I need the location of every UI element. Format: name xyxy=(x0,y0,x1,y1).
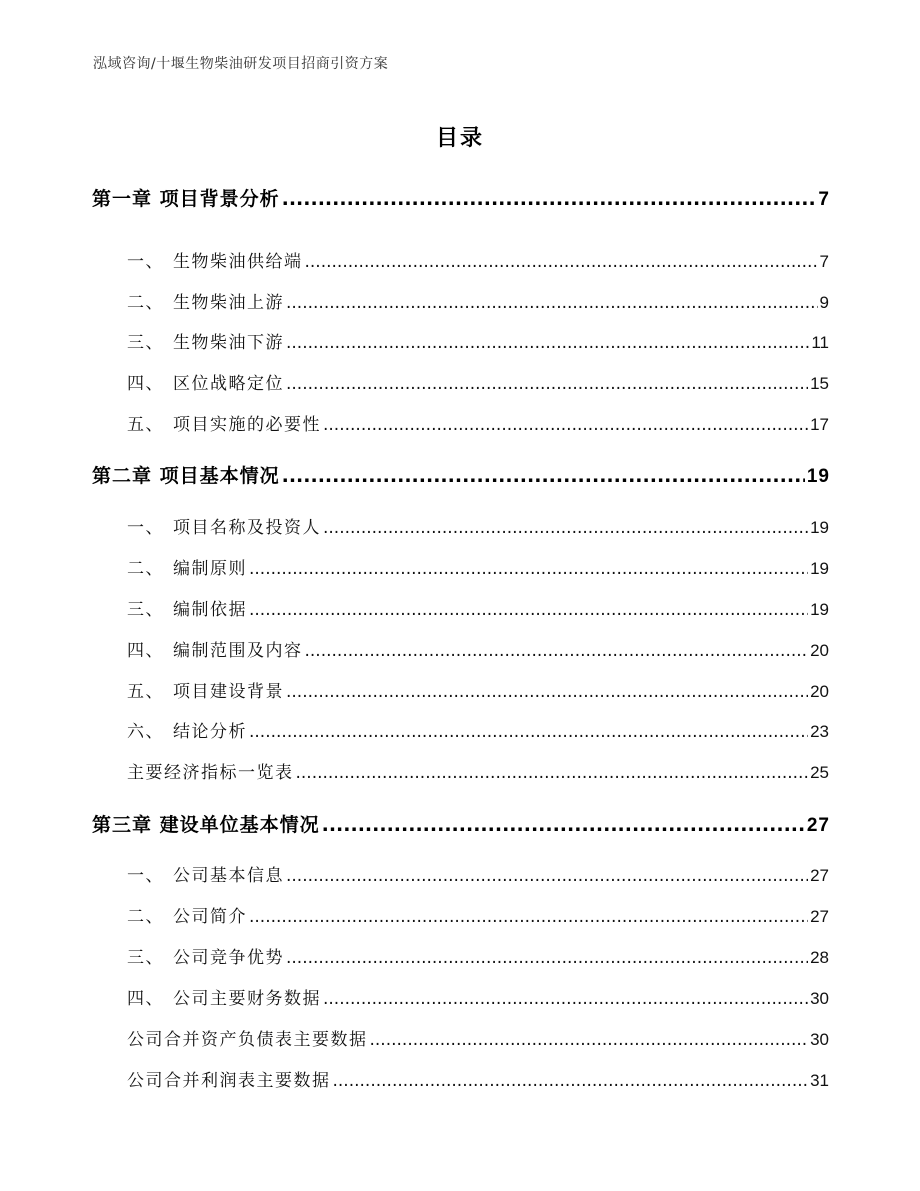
toc-entry-label: 第一章 项目背景分析 xyxy=(92,188,280,210)
toc-entry-label xyxy=(127,513,321,538)
toc-leader-dots xyxy=(286,293,818,313)
toc-entry-text: 编制依据 xyxy=(173,600,247,620)
toc-leader-dots xyxy=(323,518,808,538)
toc-entry-text: 生物柴油供给端 xyxy=(173,252,303,272)
toc-section-2-table[interactable] xyxy=(127,758,829,783)
toc-entry-label xyxy=(127,247,303,272)
toc-entry-number: 四、 xyxy=(127,374,164,394)
toc-section-3-table-2[interactable] xyxy=(127,1066,829,1091)
page-header: 泓域咨询/十堰生物柴油研发项目招商引资方案 xyxy=(93,56,389,72)
toc-leader-dots xyxy=(323,415,808,435)
toc-entry-number: 二、 xyxy=(127,293,164,313)
toc-entry-number: 四、 xyxy=(127,641,164,661)
toc-leader-dots xyxy=(286,374,808,394)
toc-entry-text: 编制范围及内容 xyxy=(173,641,303,661)
toc-entry-number: 五、 xyxy=(127,415,164,435)
toc-page-number: 23 xyxy=(810,722,829,741)
toc-section-3-4[interactable] xyxy=(127,984,829,1009)
toc-entry-label xyxy=(127,677,284,702)
toc-entry-text: 公司合并资产负债表主要数据 xyxy=(127,1030,368,1050)
toc-leader-dots xyxy=(282,465,805,487)
toc-section-1-3[interactable] xyxy=(127,328,829,353)
toc-page-number: 20 xyxy=(810,641,829,660)
toc-section-3-1[interactable] xyxy=(127,861,829,886)
toc-page-number: 19 xyxy=(810,600,829,619)
toc-entry-label: 第三章 建设单位基本情况 xyxy=(92,814,320,836)
toc-page-number: 19 xyxy=(806,466,830,487)
toc-entry-text: 结论分析 xyxy=(173,722,247,742)
toc-entry-number: 六、 xyxy=(127,722,164,742)
toc-section-2-5[interactable] xyxy=(127,677,829,702)
toc-leader-dots xyxy=(286,333,809,353)
toc-leader-dots xyxy=(323,989,808,1009)
toc-entry-text: 公司竞争优势 xyxy=(173,948,284,968)
toc-entry-number: 三、 xyxy=(127,600,164,620)
toc-entry-number: 二、 xyxy=(127,559,164,579)
toc-section-1-2[interactable] xyxy=(127,288,829,313)
toc-entry-label xyxy=(127,902,247,927)
toc-entry-text: 生物柴油上游 xyxy=(173,293,284,313)
toc-entry-label xyxy=(127,288,284,313)
toc-page-number: 7 xyxy=(818,189,830,210)
toc-leader-dots xyxy=(286,948,808,968)
toc-page-number: 28 xyxy=(810,948,829,967)
toc-entry-text: 主要经济指标一览表 xyxy=(127,763,294,783)
toc-entry-text: 公司合并利润表主要数据 xyxy=(127,1071,331,1091)
page-title: 目录 xyxy=(435,126,484,151)
toc-entry-text: 公司主要财务数据 xyxy=(173,989,321,1009)
toc-section-1-4[interactable] xyxy=(127,369,829,394)
toc-entry-text: 编制原则 xyxy=(173,559,247,579)
toc-entry-label xyxy=(127,1025,368,1050)
toc-page-number: 31 xyxy=(810,1071,829,1090)
toc-section-3-2[interactable] xyxy=(127,902,829,927)
toc-entry-label xyxy=(127,1066,331,1091)
toc-entry-label xyxy=(127,369,284,394)
toc-page-number: 9 xyxy=(819,293,829,312)
toc-entry-label xyxy=(127,636,303,661)
toc-entry-text: 区位战略定位 xyxy=(173,374,284,394)
toc-leader-dots xyxy=(370,1030,809,1050)
toc-page-number: 7 xyxy=(819,252,829,271)
toc-entry-number: 五、 xyxy=(127,682,164,702)
toc-entry-label xyxy=(127,717,247,742)
toc-leader-dots xyxy=(322,814,805,836)
toc-page-number: 30 xyxy=(810,1030,829,1049)
toc-leader-dots xyxy=(249,722,808,742)
toc-entry-text: 生物柴油下游 xyxy=(173,333,284,353)
toc-entry-number: 三、 xyxy=(127,333,164,353)
toc-section-3-table-1[interactable] xyxy=(127,1025,829,1050)
toc-leader-dots xyxy=(249,600,808,620)
toc-section-2-2[interactable] xyxy=(127,554,829,579)
toc-page-number: 27 xyxy=(806,815,830,836)
toc-leader-dots xyxy=(249,559,808,579)
toc-entry-label xyxy=(127,328,284,353)
toc-chapter-2[interactable] xyxy=(92,461,830,488)
toc-page-number: 25 xyxy=(810,763,829,782)
toc-entry-label xyxy=(127,595,247,620)
toc-entry-label xyxy=(127,943,284,968)
toc-section-3-3[interactable] xyxy=(127,943,829,968)
toc-entry-label xyxy=(127,861,284,886)
toc-entry-number: 四、 xyxy=(127,989,164,1009)
toc-section-2-4[interactable] xyxy=(127,636,829,661)
toc-chapter-3[interactable] xyxy=(92,810,830,837)
toc-leader-dots xyxy=(305,641,809,661)
toc-entry-label xyxy=(127,758,294,783)
toc-entry-label xyxy=(127,984,321,1009)
toc-page-number: 11 xyxy=(811,333,829,352)
toc-page-number: 17 xyxy=(810,415,829,434)
toc-entry-text: 项目建设背景 xyxy=(173,682,284,702)
toc-page-number: 27 xyxy=(810,907,829,926)
toc-entry-label xyxy=(127,554,247,579)
toc-entry-text: 项目名称及投资人 xyxy=(173,518,321,538)
toc-section-1-1[interactable] xyxy=(127,247,829,272)
toc-section-2-6[interactable] xyxy=(127,717,829,742)
toc-leader-dots xyxy=(333,1071,809,1091)
toc-leader-dots xyxy=(282,188,817,210)
toc-leader-dots xyxy=(286,682,808,702)
toc-page-number: 19 xyxy=(810,518,829,537)
toc-page-number: 27 xyxy=(810,866,829,885)
toc-entry-number: 三、 xyxy=(127,948,164,968)
toc-entry-text: 公司简介 xyxy=(173,907,247,927)
toc-entry-number: 二、 xyxy=(127,907,164,927)
toc-chapter-1[interactable] xyxy=(92,184,830,211)
toc-page-number: 30 xyxy=(810,989,829,1008)
toc-entry-number: 一、 xyxy=(127,252,164,272)
toc-entry-label xyxy=(127,410,321,435)
toc-section-2-3[interactable] xyxy=(127,595,829,620)
toc-page-number: 20 xyxy=(810,682,829,701)
toc-section-2-1[interactable] xyxy=(127,513,829,538)
toc-leader-dots xyxy=(286,866,808,886)
toc-entry-label: 第二章 项目基本情况 xyxy=(92,465,280,487)
toc-page-number: 19 xyxy=(810,559,829,578)
toc-section-1-5[interactable] xyxy=(127,410,829,435)
toc-page-number: 15 xyxy=(810,374,829,393)
toc-entry-text: 项目实施的必要性 xyxy=(173,415,321,435)
toc-leader-dots xyxy=(296,763,809,783)
toc-entry-number: 一、 xyxy=(127,518,164,538)
toc-leader-dots xyxy=(305,252,818,272)
toc-entry-text: 公司基本信息 xyxy=(173,866,284,886)
toc-leader-dots xyxy=(249,907,808,927)
toc-entry-number: 一、 xyxy=(127,866,164,886)
